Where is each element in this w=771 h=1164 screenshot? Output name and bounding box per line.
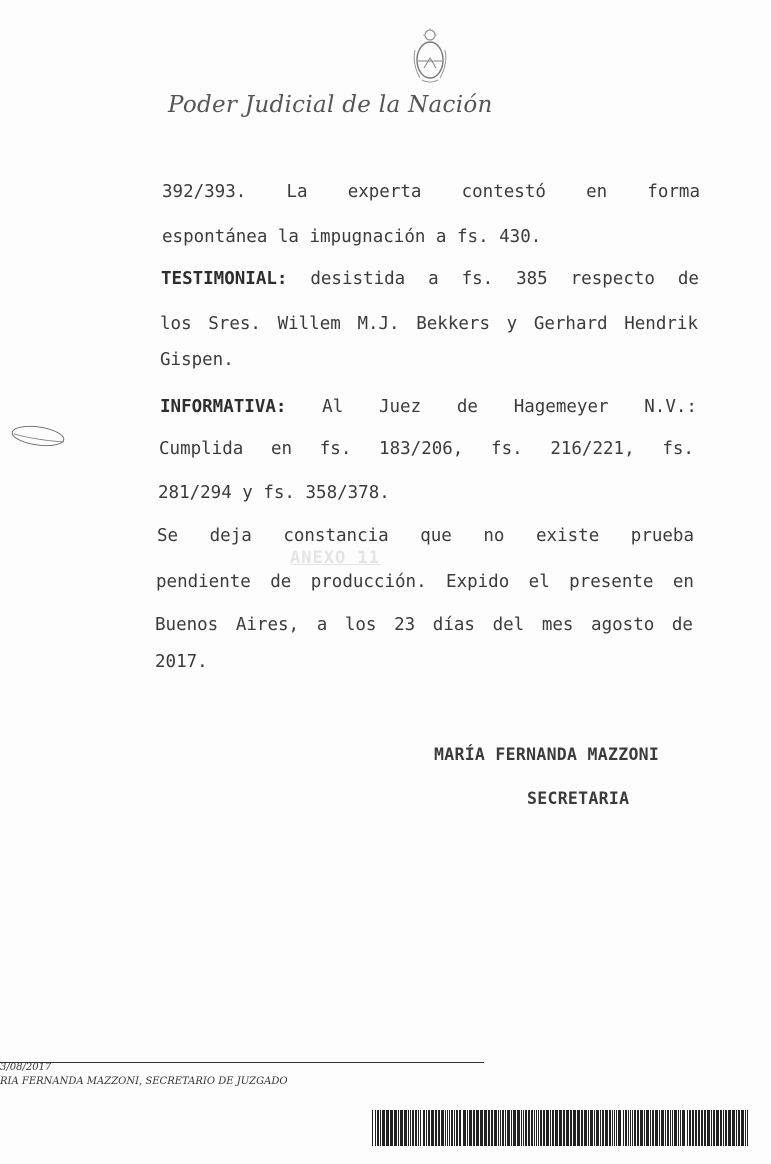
barcode-bar <box>525 1110 527 1146</box>
barcode-bar <box>488 1110 490 1146</box>
word: 392/393. <box>162 182 247 202</box>
word: N.V.: <box>644 397 697 417</box>
word: forma <box>647 182 700 202</box>
word: a <box>428 269 439 289</box>
barcode-bar <box>398 1110 399 1146</box>
barcode-bar <box>420 1110 421 1146</box>
body-line <box>157 526 694 546</box>
barcode-bar <box>546 1110 549 1146</box>
barcode-bar <box>646 1110 649 1146</box>
barcode-bar <box>605 1110 608 1146</box>
barcode-bar <box>467 1110 468 1146</box>
body-line <box>160 397 697 417</box>
barcode-bar <box>637 1110 639 1146</box>
word: fs. <box>319 439 352 459</box>
barcode-bar <box>632 1110 633 1146</box>
barcode-bar <box>723 1110 724 1146</box>
word: prueba <box>630 526 694 546</box>
barcode-bar <box>498 1110 499 1146</box>
barcode-bar <box>596 1110 599 1146</box>
barcode-icon <box>372 1110 748 1146</box>
word: agosto <box>591 615 655 635</box>
barcode-bar <box>625 1110 627 1146</box>
barcode-bar <box>375 1110 376 1146</box>
barcode-bar <box>704 1110 706 1146</box>
word: fs. <box>461 269 494 289</box>
barcode-bar <box>538 1110 539 1146</box>
barcode-bar <box>400 1110 403 1146</box>
barcode-bar <box>528 1110 530 1146</box>
word: Sres. <box>208 314 261 334</box>
barcode-bar <box>536 1110 537 1146</box>
section-label-informativa: INFORMATIVA: <box>160 397 287 417</box>
barcode-bar <box>655 1110 658 1146</box>
barcode-bar <box>372 1110 373 1146</box>
word: 23 <box>394 615 416 635</box>
barcode-bar <box>623 1110 624 1146</box>
barcode-bar <box>513 1110 516 1146</box>
word: Juez <box>378 397 422 417</box>
barcode-bar <box>584 1110 587 1146</box>
barcode-bar <box>634 1110 636 1146</box>
barcode-bar <box>670 1110 671 1146</box>
footer-date: 3/08/2017 <box>0 1062 52 1073</box>
word: de <box>270 572 292 592</box>
word: presente <box>569 572 654 592</box>
barcode-bar <box>550 1110 551 1146</box>
barcode-bar <box>720 1110 722 1146</box>
signer-name: MARÍA FERNANDA MAZZONI <box>434 745 660 764</box>
word: Cumplida <box>159 439 244 459</box>
footer-rule <box>0 1062 484 1063</box>
pencil-scribble-icon <box>6 420 70 460</box>
body-line <box>162 182 700 202</box>
word: desistida <box>310 269 406 289</box>
barcode-bar <box>505 1110 506 1146</box>
barcode-bar <box>435 1110 437 1146</box>
argentine-coat-of-arms-icon <box>412 28 448 86</box>
barcode-bar <box>612 1110 613 1146</box>
barcode-bar <box>445 1110 446 1146</box>
barcode-bar <box>695 1110 697 1146</box>
barcode-bar <box>412 1110 414 1146</box>
word: M.J. <box>357 314 400 334</box>
barcode-bar <box>459 1110 461 1146</box>
barcode-bar <box>698 1110 700 1146</box>
barcode-bar <box>380 1110 381 1146</box>
barcode-bar <box>447 1110 448 1146</box>
body-line: 2017. <box>155 652 208 672</box>
barcode-bar <box>534 1110 535 1146</box>
barcode-bar <box>652 1110 654 1146</box>
word: en <box>672 572 694 592</box>
barcode-bar <box>382 1110 385 1146</box>
barcode-bar <box>473 1110 475 1146</box>
watermark-annex: ANEXO 11 <box>290 548 380 568</box>
barcode-bar <box>494 1110 497 1146</box>
barcode-bar <box>441 1110 444 1146</box>
barcode-bar <box>577 1110 580 1146</box>
barcode-bar <box>463 1110 466 1146</box>
barcode-bar <box>523 1110 524 1146</box>
word: no <box>483 526 505 546</box>
word: Expido <box>446 572 510 592</box>
word: mes <box>541 615 574 635</box>
barcode-bar <box>449 1110 450 1146</box>
barcode-bar <box>476 1110 479 1146</box>
word: en <box>270 439 293 459</box>
barcode-bar <box>581 1110 583 1146</box>
barcode-bar <box>680 1110 681 1146</box>
barcode-bar <box>672 1110 673 1146</box>
barcode-bar <box>644 1110 645 1146</box>
barcode-bar <box>594 1110 595 1146</box>
barcode-bar <box>732 1110 735 1146</box>
barcode-bar <box>423 1110 425 1146</box>
barcode-bar <box>650 1110 651 1146</box>
word: Willem <box>277 314 341 334</box>
barcode-bar <box>689 1110 691 1146</box>
barcode-bar <box>590 1110 593 1146</box>
barcode-bar <box>711 1110 712 1146</box>
barcode-bar <box>682 1110 685 1146</box>
barcode-bar <box>600 1110 601 1146</box>
barcode-bar <box>628 1110 629 1146</box>
barcode-bar <box>692 1110 694 1146</box>
barcode-bar <box>563 1110 565 1146</box>
barcode-bar <box>491 1110 493 1146</box>
word: los <box>160 314 192 334</box>
body-line: 281/294 y fs. 358/378. <box>158 483 390 503</box>
barcode-bar <box>559 1110 562 1146</box>
body-line <box>161 269 699 289</box>
body-line: espontánea la impugnación a fs. 430. <box>162 227 542 247</box>
barcode-bar <box>390 1110 393 1146</box>
barcode-bar <box>741 1110 744 1146</box>
word: respecto <box>570 269 655 289</box>
barcode-bar <box>701 1110 703 1146</box>
word: Se <box>157 526 179 546</box>
word: fs. <box>491 439 523 459</box>
barcode-bar <box>418 1110 419 1146</box>
barcode-bar <box>431 1110 434 1146</box>
barcode-bar <box>747 1110 748 1146</box>
word: contestó <box>461 182 546 202</box>
footer-signer-line: RIA FERNANDA MAZZONI, SECRETARIO DE JUZGADO <box>0 1076 288 1087</box>
barcode-bar <box>454 1110 455 1146</box>
barcode-bar <box>408 1110 409 1146</box>
barcode-bar <box>500 1110 501 1146</box>
word: constancia <box>283 526 389 546</box>
barcode-bar <box>451 1110 453 1146</box>
barcode-bar <box>674 1110 677 1146</box>
word: fs. <box>662 439 694 459</box>
barcode-bar <box>614 1110 615 1146</box>
barcode-bar <box>410 1110 411 1146</box>
word: y <box>506 314 518 334</box>
barcode-bar <box>713 1110 715 1146</box>
barcode-bar <box>716 1110 719 1146</box>
barcode-bar <box>456 1110 458 1146</box>
word: Gerhard <box>533 314 608 334</box>
barcode-bar <box>404 1110 407 1146</box>
body-line: Gispen. <box>160 350 234 370</box>
barcode-bar <box>667 1110 669 1146</box>
barcode-bar <box>480 1110 483 1146</box>
word: del <box>492 615 525 635</box>
word: de <box>677 269 699 289</box>
word: Hagemeyer <box>513 397 609 417</box>
word: días <box>432 615 475 635</box>
body-line <box>159 439 694 459</box>
barcode-bar <box>736 1110 737 1146</box>
barcode-bar <box>618 1110 621 1146</box>
barcode-bar <box>484 1110 487 1146</box>
word: 216/221, <box>550 439 635 459</box>
word: experta <box>347 182 422 202</box>
barcode-bar <box>543 1110 545 1146</box>
barcode-bar <box>661 1110 664 1146</box>
barcode-bar <box>502 1110 504 1146</box>
word: pendiente <box>156 572 251 592</box>
word: el <box>528 572 550 592</box>
barcode-bar <box>507 1110 510 1146</box>
barcode-bar <box>609 1110 611 1146</box>
barcode-bar <box>588 1110 589 1146</box>
barcode-bar <box>659 1110 660 1146</box>
word: que <box>420 526 452 546</box>
barcode-bar <box>521 1110 522 1146</box>
barcode-bar <box>573 1110 576 1146</box>
barcode-bar <box>687 1110 688 1146</box>
word: producción. <box>310 572 427 592</box>
barcode-bar <box>566 1110 569 1146</box>
word: Al <box>322 397 344 417</box>
barcode-bar <box>602 1110 604 1146</box>
word: los <box>344 615 377 635</box>
word: de <box>671 615 693 635</box>
word: en <box>586 182 608 202</box>
body-line <box>156 572 694 592</box>
barcode-bar <box>665 1110 666 1146</box>
word: 183/206, <box>379 439 464 459</box>
court-header-title: Poder Judicial de la Nación <box>168 92 493 118</box>
barcode-bar <box>394 1110 397 1146</box>
barcode-bar <box>377 1110 379 1146</box>
barcode-bar <box>415 1110 417 1146</box>
body-line <box>160 314 698 334</box>
word: Bekkers <box>416 314 490 334</box>
barcode-bar <box>738 1110 740 1146</box>
barcode-bar <box>428 1110 430 1146</box>
signer-role: SECRETARIA <box>527 789 630 808</box>
barcode-bar <box>707 1110 710 1146</box>
word: Buenos <box>155 615 219 635</box>
barcode-bar <box>616 1110 617 1146</box>
barcode-bar <box>678 1110 679 1146</box>
barcode-bar <box>745 1110 746 1146</box>
word: La <box>286 182 308 202</box>
barcode-bar <box>630 1110 631 1146</box>
word: 385 <box>516 269 548 289</box>
barcode-bar <box>570 1110 572 1146</box>
barcode-bar <box>725 1110 727 1146</box>
barcode-bar <box>555 1110 558 1146</box>
word: Aires, <box>235 615 300 635</box>
barcode-bar <box>552 1110 554 1146</box>
barcode-bar <box>540 1110 542 1146</box>
barcode-bar <box>511 1110 512 1146</box>
word: deja <box>209 526 252 546</box>
barcode-bar <box>386 1110 389 1146</box>
barcode-bar <box>426 1110 427 1146</box>
word: Hendrik <box>624 314 698 334</box>
barcode-bar <box>469 1110 472 1146</box>
word: existe <box>536 526 600 546</box>
barcode-bar <box>531 1110 533 1146</box>
body-line <box>155 615 693 635</box>
word: a <box>316 615 328 635</box>
word: de <box>456 397 478 417</box>
barcode-bar <box>640 1110 643 1146</box>
section-label-testimonial: TESTIMONIAL: <box>161 269 288 289</box>
barcode-bar <box>517 1110 520 1146</box>
barcode-bar <box>438 1110 440 1146</box>
barcode-bar <box>728 1110 731 1146</box>
